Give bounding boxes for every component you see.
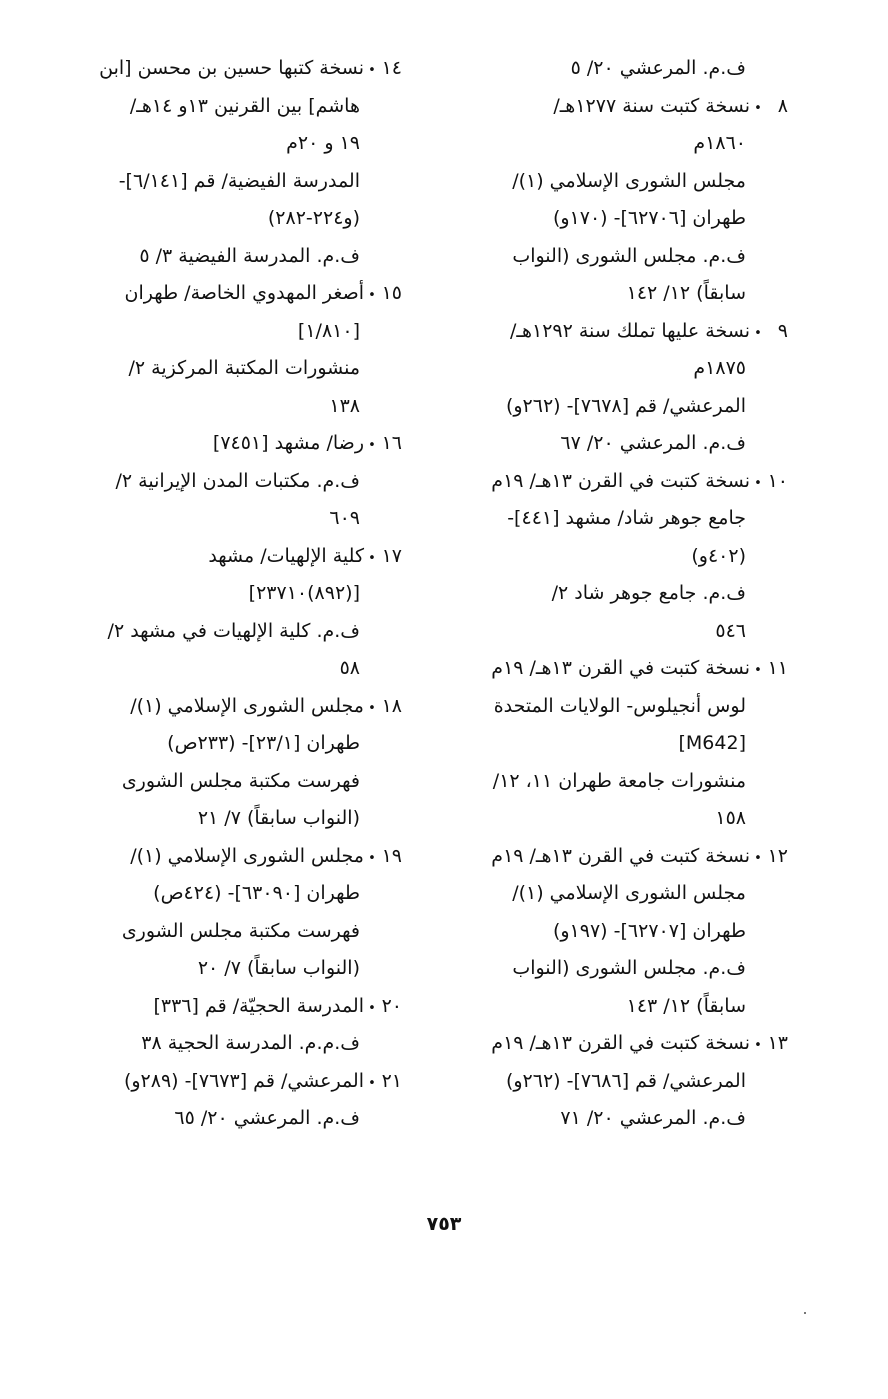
scan-speck: [804, 1312, 806, 1314]
line-text: ٥٨: [339, 657, 360, 679]
entry-text: نسخة كتبت في القرن ١٣هـ/ ١٩م: [491, 844, 750, 867]
right-column-continuation-line: [450, 613, 788, 651]
line-text: ٥٤٦: [715, 619, 746, 642]
line-text: ف.م. مجلس الشورى (النواب: [512, 957, 746, 979]
line-text: المرعشي/ قم [٧٦٨٦]- (٢٦٢و): [505, 1069, 746, 1092]
right-column-continuation-line: [450, 238, 788, 276]
left-column-continuation-line: [64, 613, 402, 651]
entry-number: ١٨: [381, 694, 402, 717]
left-column-continuation-line: [64, 163, 402, 201]
left-column: [64, 50, 402, 1138]
entry-text: مجلس الشورى الإسلامي (١)/: [130, 844, 364, 867]
right-column-entry-line: [450, 313, 788, 351]
line-text: ف.م. المرعشي ٢٠/ ٦٥: [174, 1107, 360, 1129]
line-text: ٦٠٩: [329, 507, 360, 529]
entry-text: نسخة كتبت في القرن ١٣هـ/ ١٩م: [491, 657, 750, 679]
left-column-continuation-line: [64, 125, 402, 163]
entry-number: ١٠: [767, 469, 788, 492]
entry-number: ١١: [767, 657, 788, 679]
line-text: فهرست مكتبة مجلس الشورى: [121, 919, 360, 942]
left-column-continuation-line: [64, 913, 402, 951]
entry-text: أصغر المهدوي الخاصة/ طهران: [124, 282, 364, 304]
bullet-icon: •: [754, 1038, 762, 1053]
line-text: [M642]: [678, 732, 746, 754]
right-column-continuation-line: [450, 125, 788, 163]
page-number: ٧٥٣: [426, 1213, 462, 1235]
bullet-icon: •: [368, 550, 376, 566]
right-column-continuation-line: [450, 538, 788, 576]
left-column-entry-line: [64, 50, 402, 88]
line-text: هاشم] بين القرنين ١٣و ١٤هـ/: [129, 94, 360, 117]
line-text: ف.م. كلية الإلهيات في مشهد ٢/: [107, 619, 360, 642]
line-text: منشورات جامعة طهران ١١، ١٢/: [492, 769, 746, 792]
line-text: المدرسة الفيضية/ قم [٦/١٤١]-: [118, 169, 360, 192]
line-text: (النواب سابقاً) ٧/ ٢٠: [197, 957, 360, 979]
entry-text: المدرسة الحجيّة/ قم [٣٣٦]: [153, 994, 364, 1017]
line-text: ف.م.م. المدرسة الحجية ٣٨: [141, 1032, 360, 1054]
right-column-entry-line: [450, 838, 788, 876]
entry-number: ١٩: [381, 844, 402, 867]
right-column-entry-line: [450, 1025, 788, 1063]
right-column: [450, 50, 788, 1138]
right-column-entry-line: [450, 650, 788, 688]
line-text: لوس أنجيلوس- الولايات المتحدة: [493, 694, 746, 717]
left-column-continuation-line: [64, 575, 402, 613]
right-column-continuation-line: [450, 163, 788, 201]
entry-text: مجلس الشورى الإسلامي (١)/: [130, 694, 364, 717]
line-text: (و٢٢٤-٢٨٢): [267, 207, 360, 229]
bullet-icon: •: [368, 700, 376, 716]
right-column-continuation-line: [450, 988, 788, 1026]
left-column-continuation-line: [64, 763, 402, 801]
right-column-entry-line: [450, 463, 788, 501]
line-text: ف.م. مجلس الشورى (النواب: [512, 244, 746, 267]
line-text: ف.م. جامع جوهر شاد ٢/: [551, 582, 746, 604]
line-text: طهران [٦٣٠٩٠]- (٤٢٤ص): [153, 882, 360, 904]
line-text: مجلس الشورى الإسلامي (١)/: [512, 169, 746, 192]
entry-number: ٢١: [381, 1069, 402, 1092]
bullet-icon: •: [754, 850, 762, 866]
line-text: ف.م. المرعشي ٢٠/ ٦٧: [560, 432, 746, 454]
bullet-icon: •: [368, 1000, 376, 1016]
right-column-continuation-line: [450, 1100, 788, 1138]
entry-text: نسخة كتبت في القرن ١٣هـ/ ١٩م: [491, 469, 750, 492]
left-column-continuation-line: [64, 725, 402, 763]
line-text: (النواب سابقاً) ٧/ ٢١: [197, 807, 360, 829]
bullet-icon: •: [754, 663, 762, 678]
right-column-continuation-line: [450, 763, 788, 801]
line-text: ف.م. المرعشي ٢٠/ ٥: [570, 57, 746, 79]
left-column-entry-line: [64, 275, 402, 313]
left-column-entry-line: [64, 838, 402, 876]
right-column-continuation-line: [450, 50, 788, 88]
bullet-icon: •: [368, 850, 376, 866]
line-text: (٤٠٢و): [691, 544, 746, 567]
left-column-continuation-line: [64, 650, 402, 688]
right-column-continuation-line: [450, 500, 788, 538]
line-text: طهران [٦٢٧٠٧]- (١٩٧و): [552, 919, 746, 942]
entry-text: المرعشي/ قم [٧٦٧٣]- (٢٨٩و): [123, 1069, 364, 1092]
left-column-entry-line: [64, 425, 402, 463]
left-column-continuation-line: [64, 800, 402, 838]
left-column-continuation-line: [64, 238, 402, 276]
line-text: منشورات المكتبة المركزية ٢/: [128, 357, 360, 379]
right-column-continuation-line: [450, 425, 788, 463]
left-column-continuation-line: [64, 1100, 402, 1138]
line-text: ف.م. المدرسة الفيضية ٣/ ٥: [139, 244, 360, 267]
left-column-entry-line: [64, 688, 402, 726]
bullet-icon: •: [754, 100, 762, 116]
entry-number: ٩: [777, 319, 788, 342]
entry-number: ٢٠: [381, 994, 402, 1017]
left-column-continuation-line: [64, 500, 402, 538]
left-column-entry-line: [64, 1063, 402, 1101]
bullet-icon: •: [368, 438, 376, 453]
entry-number: ١٣: [767, 1032, 788, 1054]
left-column-entry-line: [64, 538, 402, 576]
line-text: مجلس الشورى الإسلامي (١)/: [512, 882, 746, 904]
right-column-continuation-line: [450, 913, 788, 951]
line-text: [١/٨١٠]: [297, 319, 360, 342]
left-column-continuation-line: [64, 1025, 402, 1063]
right-column-continuation-line: [450, 950, 788, 988]
entry-text: نسخة كتبت سنة ١٢٧٧هـ/: [553, 94, 750, 117]
line-text: المرعشي/ قم [٧٦٧٨]- (٢٦٢و): [505, 394, 746, 417]
line-text: سابقاً) ١٢/ ١٤٣: [626, 994, 746, 1017]
entry-number: ١٧: [381, 544, 402, 567]
left-column-continuation-line: [64, 875, 402, 913]
line-text: ١٩ و ٢٠م: [286, 132, 360, 154]
bullet-icon: •: [754, 325, 762, 341]
left-column-continuation-line: [64, 313, 402, 351]
entry-text: نسخة كتبت في القرن ١٣هـ/ ١٩م: [491, 1032, 750, 1054]
left-column-continuation-line: [64, 463, 402, 501]
left-column-entry-line: [64, 988, 402, 1026]
line-text: ١٥٨: [715, 807, 746, 829]
left-column-continuation-line: [64, 388, 402, 426]
line-text: ١٨٧٥م: [693, 357, 746, 379]
line-text: ١٣٨: [329, 394, 360, 417]
left-column-continuation-line: [64, 88, 402, 126]
bullet-icon: •: [754, 475, 762, 491]
right-column-continuation-line: [450, 575, 788, 613]
right-column-continuation-line: [450, 350, 788, 388]
right-column-continuation-line: [450, 875, 788, 913]
bullet-icon: •: [368, 63, 376, 78]
right-column-continuation-line: [450, 388, 788, 426]
bullet-icon: •: [368, 1075, 376, 1091]
line-text: ف.م. المرعشي ٢٠/ ٧١: [560, 1107, 746, 1129]
entry-number: ١٦: [381, 432, 402, 454]
left-column-continuation-line: [64, 350, 402, 388]
line-text: طهران [٦٢٧٠٦]- (١٧٠و): [552, 207, 746, 229]
right-column-continuation-line: [450, 1063, 788, 1101]
entry-text: نسخة عليها تملك سنة ١٢٩٢هـ/: [510, 319, 750, 342]
right-column-continuation-line: [450, 800, 788, 838]
line-text: ١٨٦٠م: [693, 132, 746, 154]
line-text: سابقاً) ١٢/ ١٤٢: [626, 282, 746, 304]
right-column-continuation-line: [450, 200, 788, 238]
left-column-continuation-line: [64, 200, 402, 238]
right-column-continuation-line: [450, 275, 788, 313]
line-text: طهران [٢٣/١]- (٢٣٣ص): [167, 732, 360, 754]
entry-text: نسخة كتبها حسين بن محسن [ابن: [99, 57, 364, 79]
right-column-entry-line: [450, 88, 788, 126]
left-column-continuation-line: [64, 950, 402, 988]
right-column-continuation-line: [450, 725, 788, 763]
entry-number: ١٢: [767, 844, 788, 867]
right-column-continuation-line: [450, 688, 788, 726]
line-text: ف.م. مكتبات المدن الإيرانية ٢/: [115, 469, 360, 492]
line-text: فهرست مكتبة مجلس الشورى: [121, 769, 360, 792]
line-text: [(٨٩٢)٢٣٧١٠]: [248, 582, 360, 604]
line-text: جامع جوهر شاد/ مشهد [٤٤١]-: [507, 507, 746, 529]
bullet-icon: •: [368, 288, 376, 303]
entry-number: ١٤: [381, 57, 402, 79]
entry-number: ١٥: [381, 282, 402, 304]
entry-number: ٨: [777, 94, 788, 117]
entry-text: رضا/ مشهد [٧٤٥١]: [212, 432, 364, 454]
entry-text: كلية الإلهيات/ مشهد: [208, 544, 364, 567]
